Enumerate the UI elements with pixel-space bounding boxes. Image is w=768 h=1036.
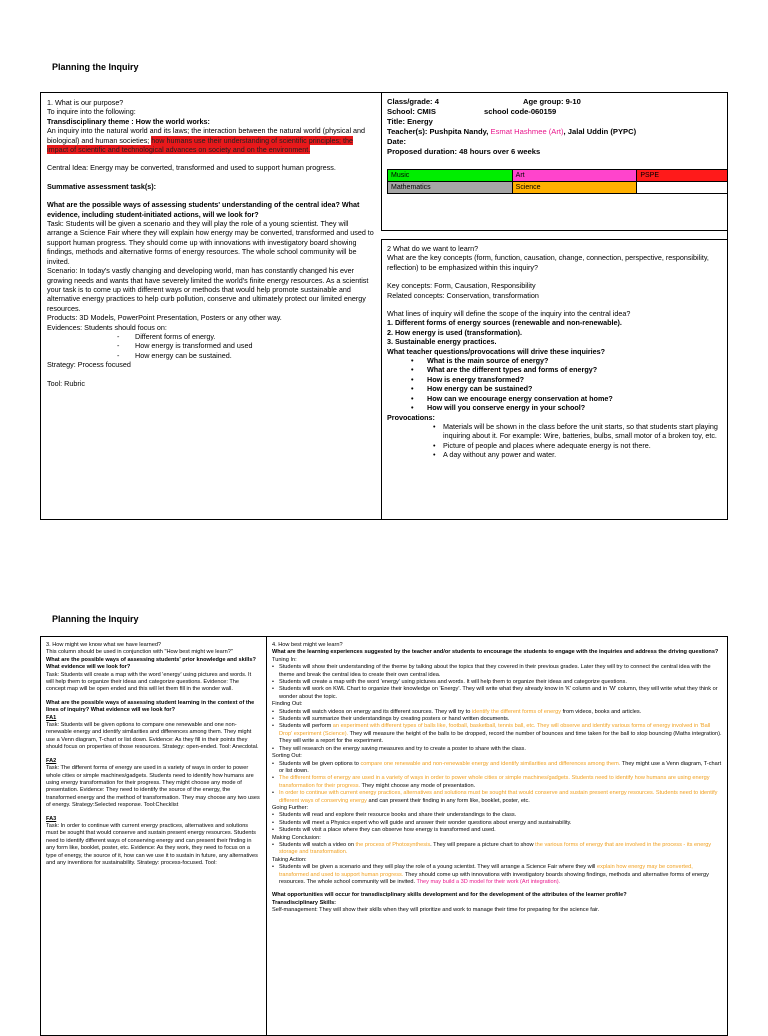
summative-evidences: Evidences: Students should focus on: <box>47 322 167 332</box>
list-item: • In order to continue with current energy practices, alternatives and solutions must be sought that would conserve and sustain present energy resources. Students need to identify different ways of conserving energy and can present their finding in any form like, booklet, poster, etc. <box>272 790 722 805</box>
taking-action-heading: Taking Action: <box>272 856 307 863</box>
list-item: • The different forms of energy are used in a variety of ways in order to power whole cities or simple machines/gadgets. Students need to identify how humans are using energy transformation for their progress. They might choose any mode of presentation. <box>272 775 722 790</box>
key-concepts: Key concepts: Form, Causation, Responsibility <box>387 281 536 291</box>
page-title: Planning the Inquiry <box>52 62 139 72</box>
subject-art: Art <box>512 170 637 182</box>
teacher-questions-list <box>387 356 722 412</box>
learning-assessment-question: What are the possible ways of assessing student learning in the context of the lines of inquiry? What evidence will we look for? <box>46 699 255 714</box>
list-item: • Materials will be shown in the class before the unit starts, so that students start playing inquiring about it. For example: Wire, batteries, bulbs, small motor of a broken toy, etc. <box>413 422 722 441</box>
planner-page-2 <box>40 636 728 1036</box>
list-item: • Students will watch videos on energy and its different sources. They will try to identify the different forms of energy from videos, books and articles. <box>272 709 722 716</box>
proposed-duration: Proposed duration: 48 hours over 6 weeks <box>387 147 541 156</box>
list-item: • Students will be given a scenario and they will play the role of a young scientist. They will arrange a Science Fair where they will explain how energy may be converted, transformed and used to support human progress. They should come up with innovations with investigatory boards showing findings, methods and alternative forms of energy resources. The whole school community will be invited. They may build a 3D model for their work (Art integration). <box>272 864 722 886</box>
class-row <box>387 97 722 107</box>
line-of-inquiry-1: 1. Different forms of energy sources (renewable and non-renewable). <box>387 318 622 328</box>
fa2-label: FA2 <box>46 757 57 764</box>
assessment-question: What are the possible ways of assessing students' understanding of the central idea? What evidence, including student-initiated actions, will we look for? <box>47 200 360 219</box>
summative-task: Task: Students will be given a scenario and they will play the role of a young scientist. They will arrange a Science Fair where they will explain how energy may be converted, transformed and used to support human progress. They should come up with innovations with investigatory board showing findings, methods and alternative forms of energy resources. The whole school community will be invited. <box>47 219 374 266</box>
finding-out-list <box>272 709 722 753</box>
list-item: • Students will show their understanding of the theme by talking about the topics that they covered in their previous grades. Later they will try to connect the central idea with the theme and break the central idea to create their own central idea. <box>272 664 722 679</box>
learn-heading: 2 What do we want to learn? <box>387 244 479 253</box>
assessment-section <box>41 637 265 1035</box>
assessment-intro: This column should be used in conjunction with "How best might we learn?" <box>46 649 233 656</box>
sorting-out-heading: Sorting Out: <box>272 753 302 760</box>
tuning-in-list <box>272 664 722 701</box>
subject-mathematics: Mathematics <box>388 182 513 194</box>
opportunities-question: What opportunities will occur for transdisciplinary skills development and for the development of the attributes of the learner profile? <box>272 892 627 899</box>
purpose-intro: To inquire into the following: <box>47 107 136 117</box>
prior-knowledge-task: Task: Students will create a map with the word 'energy' using pictures and words. It will help them to organize their ideas and categorize questions. Evidence: The concept map will be open ended and this will let them fill in the wonder wall. <box>46 671 252 693</box>
subject-science: Science <box>512 182 637 194</box>
unit-info-section <box>381 93 727 231</box>
list-item: • What are the different types and forms of energy? <box>387 365 722 374</box>
central-idea: Central Idea: Energy may be converted, transformed and used to support human progress. <box>47 163 336 173</box>
learning-experiences-section <box>266 637 727 1035</box>
list-item: • Students will create a map with the word 'energy' using pictures and words. It will help them to organize their ideas and categorize questions. <box>272 679 722 686</box>
making-conclusion-list <box>272 842 722 857</box>
summative-heading: Summative assessment task(s): <box>47 181 157 191</box>
list-item: • How is energy transformed? <box>387 375 722 384</box>
line-of-inquiry-3: 3. Sustainable energy practices. <box>387 337 497 347</box>
highlighted-phrase: how humans use their understanding of scientific principles; the impact of scientific and technological advances on society and on the environment. <box>47 135 354 155</box>
taking-action-list <box>272 864 722 886</box>
school-row <box>387 107 722 117</box>
subject-pspe: PSPE <box>637 170 727 182</box>
line-of-inquiry-2: 2. How energy is used (transformation). <box>387 327 522 337</box>
key-concepts-question: What are the key concepts (form, function, causation, change, connection, perspective, responsibility, reflection) to be emphasized within this inquiry? <box>387 253 709 272</box>
prior-knowledge-question: What are the possible ways of assessing students' prior knowledge and skills? What evidence will we look for? <box>46 656 256 671</box>
learn-section <box>381 239 727 519</box>
learning-heading: 4. How best might we learn? <box>272 642 343 648</box>
focus-list <box>47 332 374 360</box>
list-item: • Picture of people and places where adequate energy is not there. <box>413 441 722 450</box>
summative-products: Products: 3D Models, PowerPoint Presentation, Posters or any other way. <box>47 313 282 323</box>
subject-music: Music <box>388 170 513 182</box>
fa3-text: Task: In order to continue with current energy practices, alternatives and solutions must be sought that would conserve and sustain present energy resources. Students need to identify different ways of conserving energy and can present their finding in any form like, booklet, poster, etc. Evidence: As they work, they need to focus on a type of energy, the source of it, how can we use it to sustain in future, any alternatives and any inventions for sustainability. Strategy: process-focused. Tool: <box>46 822 258 866</box>
list-item: • Students will read and explore their resource books and share their understandings to the class. <box>272 812 722 819</box>
fa3-label: FA3 <box>46 815 57 822</box>
summative-strategy: Strategy: Process focused <box>47 360 131 370</box>
sorting-out-list <box>272 761 722 805</box>
list-item: • How energy can be sustained? <box>387 384 722 393</box>
class-grade: Class/grade: 4 <box>387 97 439 106</box>
purpose-heading: 1. What is our purpose? <box>47 98 124 107</box>
list-item: • What is the main source of energy? <box>387 356 722 365</box>
planner-page-1 <box>40 92 728 520</box>
list-item: - How energy is transformed and used <box>47 341 374 350</box>
page-title: Planning the Inquiry <box>52 614 139 624</box>
unit-title: Title: Energy <box>387 117 433 126</box>
teacher-art: Esmat Hashmee (Art) <box>490 127 564 136</box>
list-item: • Students will perform an experiment with different types of balls like, football, basketball, tennis ball, etc. They will observe and identify various forms of energy involved in 'Ball Drop' experiment (Science). They will measure the height of the balls to be dropped, record the number of bounces and time taken for the ball to stop bouncing (Maths integration). They will write a report for the experiment. <box>272 723 722 745</box>
list-item: • A day without any power and water. <box>413 450 722 459</box>
making-conclusion-heading: Making Conclusion: <box>272 834 321 841</box>
school-code: school code-060159 <box>484 107 557 116</box>
list-item: - How energy can be sustained. <box>47 351 374 360</box>
learning-question: What are the learning experiences suggested by the teacher and/or students to encourage the students to engage with the inquiries and address the driving questions? <box>272 649 719 656</box>
transdisciplinary-theme: Transdisciplinary theme : How the world works: <box>47 116 210 126</box>
provocations-list <box>387 422 722 460</box>
list-item: • How can we encourage energy conservation at home? <box>387 394 722 403</box>
summative-scenario: Scenario: In today's vastly changing and developing world, man has constantly changed his ever growing needs and wants that have severely limited the world's finite energy resources. As a scientist your task is to come up with different ways or methods that would help promote sustainable and alternative energy practices to help curb pollution, conserve and ultimately protect our limited energy resources. <box>47 266 369 313</box>
finding-out-heading: Finding Out: <box>272 701 303 708</box>
list-item: - Different forms of energy. <box>47 332 374 341</box>
list-item: • Students will work on KWL Chart to organize their knowledge on 'Energy'. They will write what they already know in 'K' column and in 'W' column, they will write what they think or wonder about the topic. <box>272 686 722 701</box>
list-item: • They will research on the energy saving measures and try to create a poster to share with the class. <box>272 746 722 753</box>
list-item: • Students will meet a Physics expert who will guide and answer their wonder questions about energy and sustainability. <box>272 820 722 827</box>
tuning-in-heading: Tuning In: <box>272 656 297 663</box>
summative-tool: Tool: Rubric <box>47 378 85 388</box>
list-item: • Students will visit a place where they can observe how energy is transformed and used. <box>272 827 722 834</box>
subjects-table <box>387 169 727 194</box>
transdisciplinary-skills-heading: Transdisciplinary Skills: <box>272 899 337 906</box>
list-item: • Students will be given options to compare one renewable and non-renewable energy and identify similarities and differences among them. They might use a Venn diagram, T-chart or list down. <box>272 761 722 776</box>
fa2-text: Task: The different forms of energy are used in a variety of ways in order to power whole cities or simple machines/gadgets. Students need to identify how humans are using energy transformation for their progress. They might choose any mode of presentation. Evidence: They need to identify the source of the energy, the transformed energy and the method of transformation. They may choose any two uses of energy. Strategy:Selected response. Tool:Checklist <box>46 765 260 809</box>
subject-empty <box>637 182 727 194</box>
theme-description: An inquiry into the natural world and its laws; the interaction between the natural world (physical and biological) and human societies; how humans use their understanding of scientific principles; the impact of scientific and technological advances on society and on the environment. <box>47 126 366 155</box>
related-concepts: Related concepts: Conservation, transformation <box>387 290 539 300</box>
self-management: Self-management: They will show their skills when they will prioritize and work to manage their time for preparing for the science fair. <box>272 907 600 914</box>
date-row: Date: <box>387 137 406 146</box>
teacher-questions-heading: What teacher questions/provocations will drive these inquiries? <box>387 346 606 356</box>
assessment-heading: 3. How might we know what we have learned? <box>46 642 162 648</box>
school-name: School: CMIS <box>387 107 436 116</box>
going-further-list <box>272 812 722 834</box>
lines-of-inquiry-question: What lines of inquiry will define the scope of the inquiry into the central idea? <box>387 309 631 319</box>
fa1-label: FA1 <box>46 714 57 721</box>
fa1-text: Task: Students will be given options to compare one renewable and one non-renewable energy and identify similarities and differences among them. They might use a Venn diagram, T-chart or list down. Evidence: As they fill in their points they should focus on properties of those resources. Strategy: open-ended. Tool: Anecdotal. <box>46 722 259 751</box>
list-item: • Students will watch a video on the process of Photosynthesis. They will prepare a picture chart to show the various forms of energy that are involved in the process - its energy storage and transformation. <box>272 842 722 857</box>
provocations-heading: Provocations: <box>387 412 435 422</box>
list-item: • Students will summarize their understandings by creating posters or hand written documents. <box>272 716 722 723</box>
going-further-heading: Going Further: <box>272 804 309 811</box>
purpose-section <box>41 93 380 519</box>
list-item: • How will you conserve energy in your school? <box>387 403 722 412</box>
teachers: Teacher(s): Pushpita Nandy, Esmat Hashmee (Art), Jalal Uddin (PYPC) <box>387 127 637 136</box>
age-group: Age group: 9-10 <box>523 97 581 106</box>
